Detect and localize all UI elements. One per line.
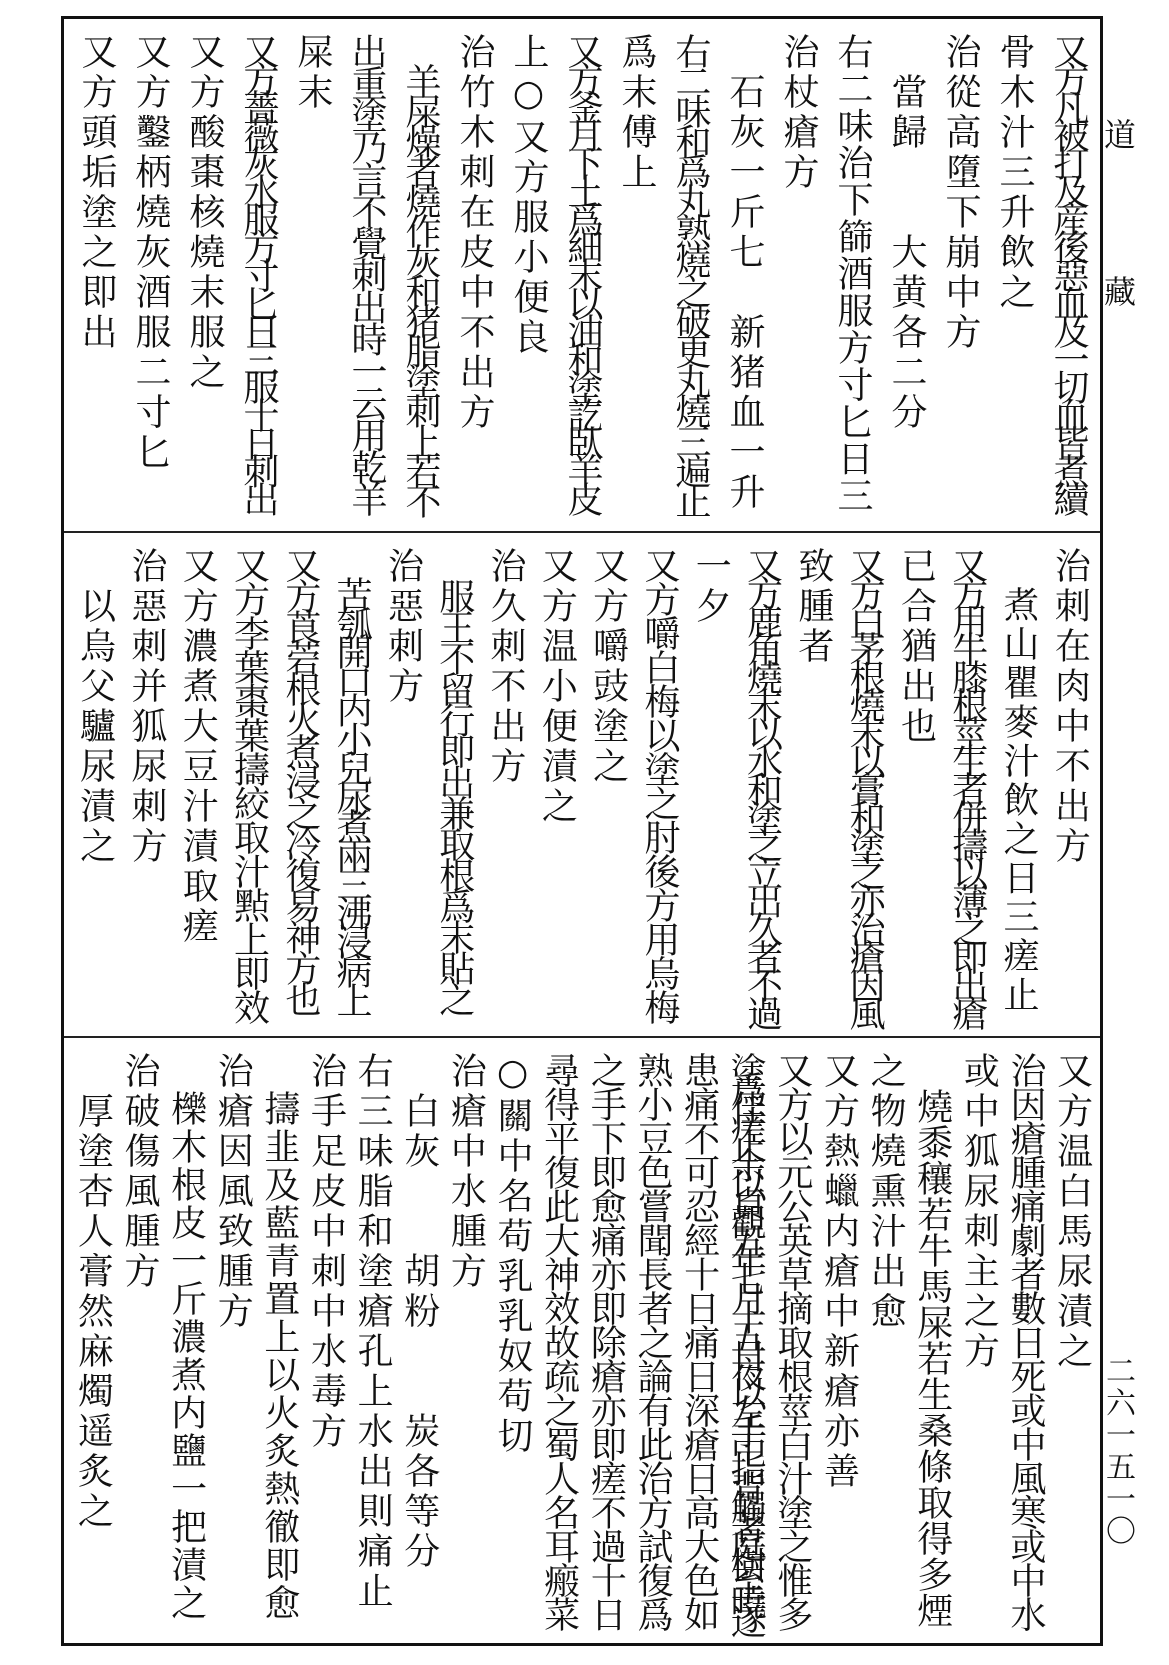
text-column: 當歸 大黄各二分 [886, 33, 927, 433]
text-column: 屎末 [292, 33, 333, 113]
text-column: 又方釜月下土爲細末以油和塗訖臥羊皮 [562, 33, 603, 509]
text-panel-middle [64, 533, 1100, 1036]
text-column: 治久刺不出方 [485, 547, 527, 787]
text-column: 又方頭垢塗之即出 [76, 33, 117, 353]
text-column: 又方莨菪根火煮浸之冷復易神方也 [279, 547, 321, 1012]
text-column: 又方鹿角燒末以水和塗之立出久者不過 [741, 547, 783, 1023]
text-column: 爲末傅上 [616, 33, 657, 193]
text-panel-top [64, 19, 1100, 531]
text-column: 之手下即愈痛亦即除瘡亦即瘥不過十日 [585, 1052, 627, 1630]
text-column: 石灰一斤七 新猪血一升 [724, 33, 765, 513]
margin-top-char: 道 [1099, 118, 1137, 156]
text-column: 治杖瘡方 [778, 33, 819, 193]
text-column: 右二味和爲丸熟燒之破更丸燒三遍止 [670, 33, 711, 513]
text-column: 上○又方服小便良 [508, 33, 549, 358]
text-column: 又方嚼白梅以塗之肘後方用烏梅 [638, 547, 680, 1023]
text-column: 塗爲佳瘥止余以貞觀五年七月十五日夜以左手中指背觸著庭樹至曉遂 [725, 1052, 767, 1622]
text-column: 治刺在肉中不出方 [1049, 547, 1091, 867]
text-column: 又方凡被打及産後惡血及一切血皆煮續 [1048, 33, 1089, 509]
margin-bottom-char: 藏 [1099, 275, 1137, 313]
text-column: 治瘡因風致腫方 [212, 1052, 254, 1332]
text-column: 又方鑿柄燒灰酒服二寸匕 [130, 33, 171, 473]
text-column: 治竹木刺在皮中不出方 [454, 33, 495, 433]
text-column: 右三味脂和塗瘡孔上水出則痛止 [352, 1052, 394, 1612]
text-column: 患痛不可忍經十日痛日深瘡日高大色如 [678, 1052, 720, 1630]
text-column: 厚塗杏人膏然麻燭遥炙之 [72, 1052, 114, 1532]
text-column: 苦瓠開口内小兒尿煮兩三沸浸病上 [331, 547, 373, 1011]
text-column: 又方李葉棗葉擣絞取汁㸃上即效 [228, 547, 270, 1023]
text-column: 煮山瞿麥汁飲之日三瘥止 [998, 547, 1040, 1015]
page-number: 二六一五一〇 [1100, 1355, 1135, 1547]
text-column: 治從高墮下崩中方 [940, 33, 981, 353]
text-column: 右二味治下篩酒服方寸匕日三 [832, 33, 873, 514]
text-column: ○關中名苟乳乳奴苟切 [492, 1052, 534, 1457]
text-column: 熟小豆色嘗聞長者之論有此治方試復爲 [631, 1052, 673, 1630]
text-panel-bottom [64, 1038, 1100, 1643]
text-column: 治瘡中水腫方 [445, 1052, 487, 1292]
text-column: 又方用牛膝根莖生者併擣以薄之即出瘡 [946, 547, 988, 1023]
text-column: 之物燒熏汁出愈 [865, 1052, 907, 1332]
text-column: 又方濃煮大豆汁漬取瘥 [177, 547, 219, 947]
text-column: 白灰 胡粉 炭各等分 [398, 1052, 440, 1572]
text-column: 又方熱蠟内瘡中新瘡亦善 [818, 1052, 860, 1492]
text-column: 又方温小便漬之 [536, 547, 578, 827]
text-column: 服王不留行即出兼取根爲末貼之 [433, 547, 475, 1012]
text-column: 已合猶出也 [895, 547, 937, 747]
text-column: 一夕 [690, 547, 732, 627]
text-column: 又方以元公英草摘取根莖白汁塗之惟多 [771, 1052, 813, 1630]
text-column: 櫟木根皮一斤濃煮内鹽一把漬之 [165, 1052, 207, 1622]
text-column: 羊屎燥者燒作灰和猪脂塗刺上若不 [400, 33, 441, 513]
text-column: 尋得平復此大神效故疏之蜀人名耳瘢菜 [538, 1052, 580, 1630]
text-column: 致腫者 [792, 547, 834, 667]
text-column: 燒黍穰若牛馬屎若生桑條取得多煙 [911, 1052, 953, 1628]
page-frame [61, 16, 1103, 1646]
text-column: 又方薔薇灰水服方寸匕日三服十日刺出 [238, 33, 279, 509]
text-column: 治破傷風腫方 [118, 1052, 160, 1292]
text-column: 又方白茅根燒末以膏和塗之亦治瘡因風 [844, 547, 886, 1023]
text-column: 或中狐尿刺主之方 [958, 1052, 1000, 1372]
text-column: 治惡刺并狐尿刺方 [125, 547, 167, 867]
text-column: 治手足皮中刺中水毒方 [305, 1052, 347, 1452]
text-column: 又方温白馬尿漬之 [1051, 1052, 1093, 1372]
text-column: 又方酸棗核燒末服之 [184, 33, 225, 393]
text-column: 又方嚼豉塗之 [587, 547, 629, 787]
text-column: 治惡刺方 [382, 547, 424, 707]
text-column: 治因瘡腫痛劇者數日死或中風寒或中水 [1005, 1052, 1047, 1630]
text-column: 擣韭及藍青置上以火炙熱徹即愈 [258, 1052, 300, 1622]
text-column: 出重塗乃言不覺刺出時一云用乾羊 [346, 33, 387, 513]
text-column: 骨木汁三升飲之 [994, 33, 1035, 313]
text-column: 以烏父驢尿漬之 [74, 547, 116, 867]
